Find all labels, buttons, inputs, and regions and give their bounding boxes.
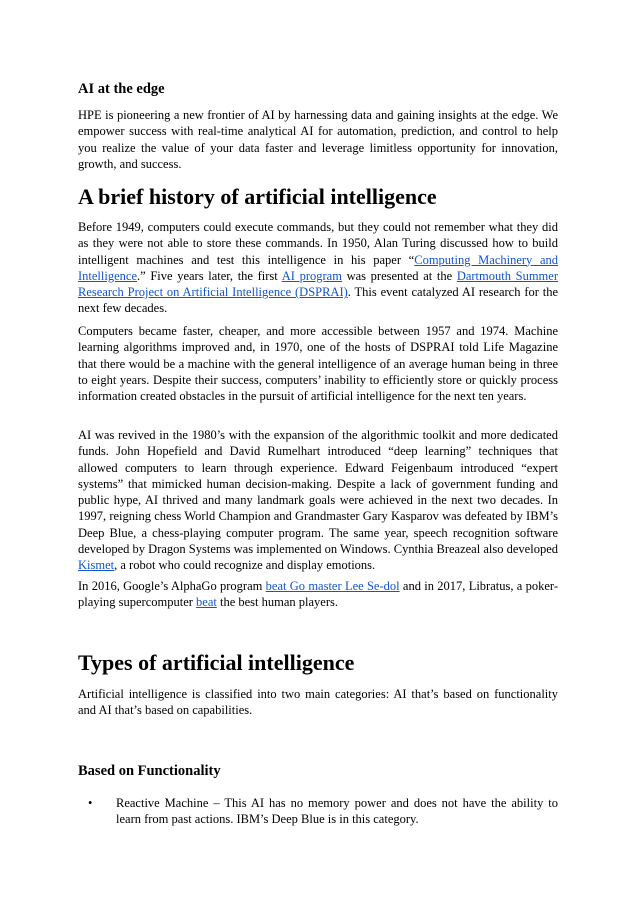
history-paragraph-4 [78,578,558,611]
history-paragraph-1 [78,219,558,317]
text-run: and in 2017, Libratus, a poker-playing supercomputer [78,579,558,610]
text-run: , a robot who could recognize and display emotions. [114,558,376,573]
text-run: Before 1949, computers could execute commands, but they could not remember what they did as they were not able to store these commands. In 1950, Alan Turing discussed how to build intelligent machines and test this intelligence in his paper “ [78,220,558,267]
text-run: was presented at the [341,268,457,283]
list-item [78,795,558,828]
functionality-list [78,795,558,828]
edge-paragraph: HPE is pioneering a new frontier of AI by harnessing data and gaining insights at the edge. We empower success with real-time analytical AI for automation, prediction, and control to help you realize the value of your data faster and leverage limitless opportunity for innovation, growth, and success. [78,108,558,171]
link-beat[interactable]: beat [196,595,217,610]
types-paragraph: Artificial intelligence is classified into two main categories: AI that’s based on functionality and AI that’s based on capabilities. [78,687,558,718]
link-beat-go-master[interactable]: beat Go master Lee Se-dol [265,579,400,593]
link-ai-program[interactable]: AI program [281,268,342,283]
history-paragraph-2: Computers became faster, cheaper, and more accessible between 1957 and 1974. Machine learning algorithms improved and, in 1970, one of the hosts of DSPRAI told Life Magazine that there would be a machine with the general intelligence of an average human being in three to eight years. Despite their success, computers’ inability to efficiently store or quickly process information created obstacles in the pursuit of artificial intelligence for the next ten years. [78,324,558,404]
functionality-heading: Based on Functionality [78,763,221,779]
link-computing-machinery[interactable]: Computing Machinery and Intelligence [78,252,559,283]
text-run: .” Five years later, the first [137,268,282,283]
section-heading-edge: AI at the edge [78,81,165,97]
history-paragraph-3 [78,427,558,574]
text-run: AI was revived in the 1980’s with the expansion of the algorithmic toolkit and more dedicated funds. John Hopefield and David Rumelhart introduced “deep learning” techniques that allowed computers to learn through experience. Edward Feigenbaum introduced “expert systems” that mimicked human decision-making. Despite a lack of government funding and public hype, AI thrived and many landmark goals were achieved in the next two decades. In 1997, reigning chess World Champion and Grandmaster Gary Kasparov was defeated by IBM’s Deep Blue, a chess-playing computer program. The same year, speech recognition software developed by Dragon Systems was implemented on Windows. Cynthia Breazeal also developed [78,428,558,557]
link-kismet[interactable]: Kismet [78,558,115,573]
text-run: . This event catalyzed AI research for the next few decades. [78,285,558,316]
link-dartmouth-dsprai[interactable]: Dartmouth Summer Research Project on Artificial Intelligence (DSPRAI) [78,268,558,300]
text-run: In 2016, Google’s AlphaGo program [78,579,266,593]
bullet-icon: • [88,796,93,810]
list-item-text: Reactive Machine – This AI has no memory power and does not have the ability to learn from past actions. IBM’s Deep Blue is in this category. [116,796,558,827]
text-run: the best human players. [216,595,339,610]
history-heading: A brief history of artificial intelligence [78,184,437,209]
types-heading: Types of artificial intelligence [78,650,355,675]
